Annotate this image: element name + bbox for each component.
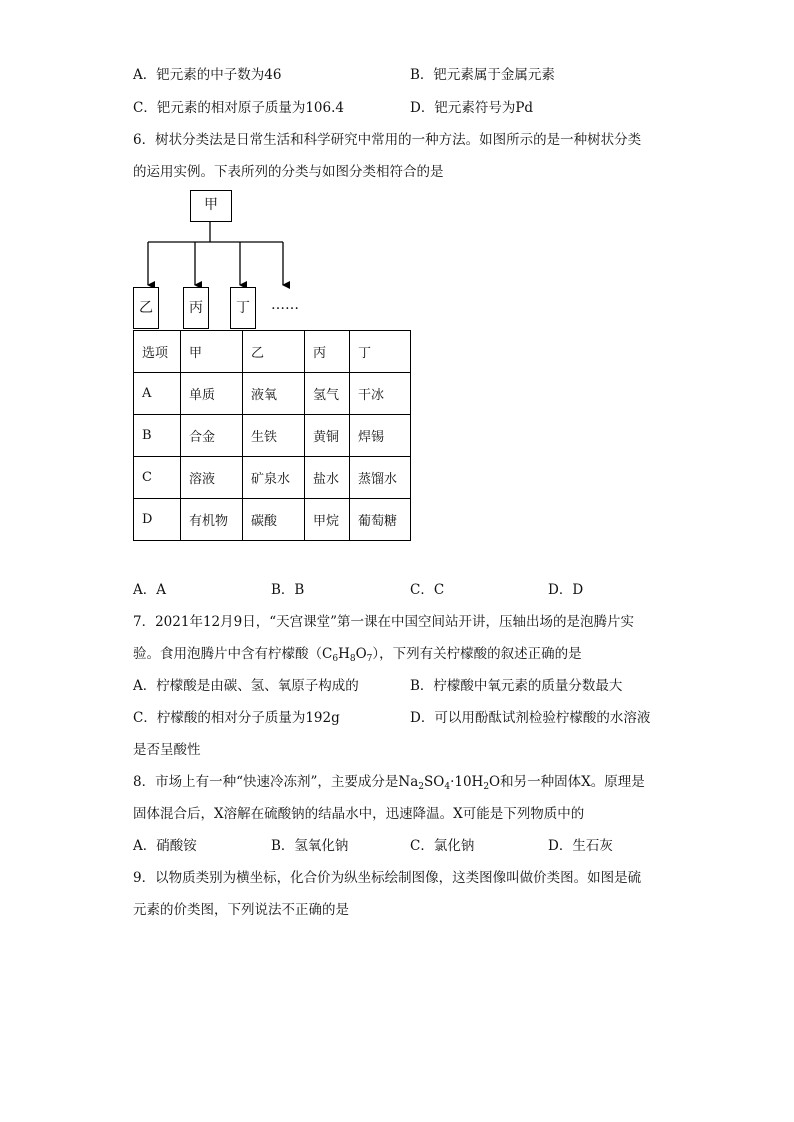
tree-child-ding: 丁 (230, 287, 256, 329)
tree-root-jia: 甲 (190, 190, 232, 222)
table-header-cell: 甲 (181, 331, 243, 373)
table-cell: 合金 (181, 415, 243, 457)
tree-ellipsis: …… (271, 297, 299, 313)
table-header-cell: 乙 (243, 331, 305, 373)
tree-child-yi: 乙 (133, 287, 159, 329)
table-cell: D (134, 499, 181, 541)
table-header-row (134, 331, 411, 373)
q7-stem-line1: 7．2021年12月9日，“天宫课堂”第一课在中国空间站开讲，压轴出场的是泡腾片实 (133, 614, 635, 630)
table-cell: 焊锡 (350, 415, 411, 457)
table-cell: 葡萄糖 (350, 499, 411, 541)
q8-option-b: B．氢氧化钠 (271, 838, 349, 854)
q8-stem-line2: 固体混合后，X溶解在硫酸钠的结晶水中，迅速降温。X可能是下列物质中的 (133, 806, 585, 822)
table-cell: 碳酸 (243, 499, 305, 541)
q5-option-c: C．钯元素的相对原子质量为106.4 (133, 100, 344, 116)
table-cell: 矿泉水 (243, 457, 305, 499)
table-cell: 氢气 (305, 373, 350, 415)
q7-option-b: B．柠檬酸中氧元素的质量分数最大 (410, 678, 623, 694)
tree-child-bing: 丙 (183, 287, 209, 329)
classification-table (133, 330, 411, 541)
q6-option-b: B．B (271, 582, 305, 598)
table-cell: A (134, 373, 181, 415)
table-row (134, 415, 411, 457)
q5-option-b: B．钯元素属于金属元素 (410, 67, 555, 83)
table-header-cell: 丁 (350, 331, 411, 373)
table-cell: 溶液 (181, 457, 243, 499)
q6-option-c: C．C (410, 582, 445, 598)
table-row (134, 499, 411, 541)
q6-stem-line2: 的运用实例。下表所列的分类与如图分类相符合的是 (133, 164, 444, 180)
table-header-cell: 丙 (305, 331, 350, 373)
table-cell: 有机物 (181, 499, 243, 541)
q7-option-c: C．柠檬酸的相对分子质量为192g (133, 710, 340, 726)
table-cell: 干冰 (350, 373, 411, 415)
table-cell: 蒸馏水 (350, 457, 411, 499)
q6-option-a: A．A (133, 582, 166, 598)
q8-option-d: D．生石灰 (548, 838, 613, 854)
table-cell: 单质 (181, 373, 243, 415)
q7-option-d-continued: 是否呈酸性 (133, 742, 201, 758)
q9-stem-line1: 9．以物质类别为横坐标，化合价为纵坐标绘制图像，这类图像叫做价类图。如图是硫 (133, 870, 642, 886)
q7-stem-line2: 验。食用泡腾片中含有柠檬酸$(C_6H_8O_7)$，下列有关柠檬酸的叙述正确的是 (133, 646, 582, 664)
table-header-cell: 选项 (134, 331, 181, 373)
table-cell: C (134, 457, 181, 499)
q6-stem-line1: 6．树状分类法是日常生活和科学研究中常用的一种方法。如图所示的是一种树状分类 (133, 132, 642, 148)
q9-stem-line2: 元素的价类图，下列说法不正确的是 (133, 902, 349, 918)
table-cell: 液氧 (243, 373, 305, 415)
table-cell: 生铁 (243, 415, 305, 457)
table-row (134, 457, 411, 499)
table-cell: 黄铜 (305, 415, 350, 457)
table-row (134, 373, 411, 415)
q8-option-a: A．硝酸铵 (133, 838, 197, 854)
table-cell: B (134, 415, 181, 457)
q5-option-a: A．钯元素的中子数为46 (133, 67, 282, 83)
tree-connectors (0, 0, 794, 340)
q8-stem-line1: 8．市场上有一种“快速冷冻剂”，主要成分是$Na_2SO_4\cdot 10H_2O$和另一种固体X。原理是 (133, 774, 645, 792)
table-cell: 甲烷 (305, 499, 350, 541)
q7-option-d: D．可以用酚酞试剂检验柠檬酸的水溶液 (410, 710, 651, 726)
q8-option-c: C．氯化钠 (410, 838, 475, 854)
q7-option-a: A．柠檬酸是由碳、氢、氧原子构成的 (133, 678, 359, 694)
q6-option-d: D．D (548, 582, 584, 598)
table-cell: 盐水 (305, 457, 350, 499)
q5-option-d: D．钯元素符号为Pd (410, 100, 534, 116)
